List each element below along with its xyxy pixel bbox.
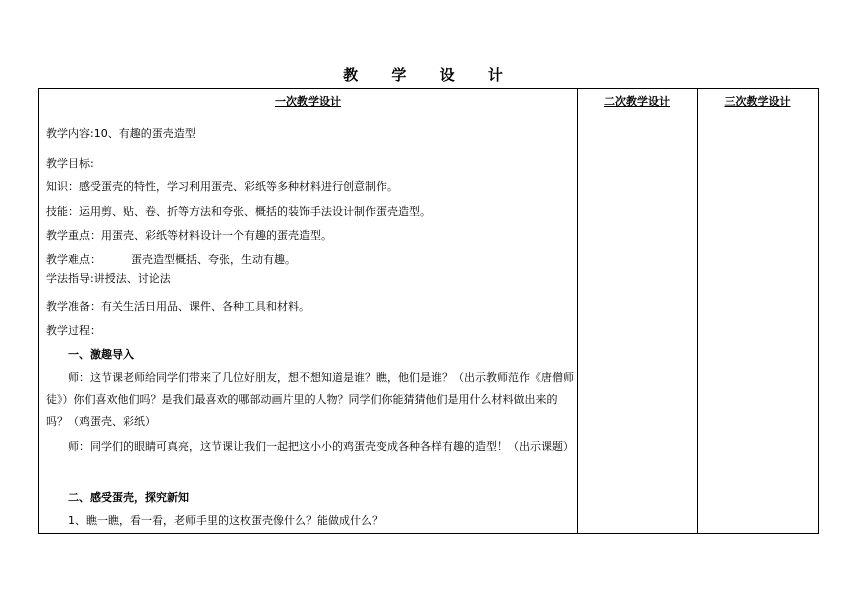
paragraph-1: 师：这节课老师给同学们带来了几位好朋友，想不想知道是谁？瞧，他们是谁？（出示教师范作《唐僧师徒》）你们喜欢他们吗？是我们最喜欢的哪部动画片里的人物？同学们你能猜猜他们是用什么材料做出来的吗？（鸡蛋壳、彩纸）	[46, 371, 574, 428]
key-point: 教学重点：用蛋壳、彩纸等材料设计一个有趣的蛋壳造型。	[46, 229, 332, 242]
page-title: 教 学 设 计	[343, 66, 517, 84]
difficulty-row	[46, 253, 576, 267]
third-design-header: 三次教学设计	[724, 95, 791, 108]
paragraph-2: 师：同学们的眼睛可真亮，这节课让我们一起把这小小的鸡蛋壳变成各种各样有趣的造型！（出示课题）	[68, 440, 574, 453]
skills-objective: 技能：运用剪、贴、卷、折等方法和夸张、概括的装饰手法设计制作蛋壳造型。	[46, 205, 431, 218]
difficulty-label: 教学难点：	[46, 253, 101, 266]
column-divider	[697, 89, 698, 533]
knowledge-objective: 知识：感受蛋壳的特性，学习利用蛋壳、彩纸等多种材料进行创意制作。	[46, 180, 398, 193]
question-1: 1、瞧一瞧，看一看，老师手里的这枚蛋壳像什么？能做成什么？	[68, 514, 383, 527]
difficulty-text: 蛋壳造型概括、夸张，生动有趣。	[131, 253, 296, 266]
preparation: 教学准备：有关生活日用品、课件、各种工具和材料。	[46, 300, 310, 313]
column-divider	[577, 89, 578, 533]
objectives-label: 教学目标:	[46, 157, 94, 170]
section-heading-1: 一、激趣导入	[68, 348, 134, 361]
second-design-header: 二次教学设计	[604, 95, 670, 108]
process-label: 教学过程：	[46, 324, 101, 337]
lesson-design-table	[38, 88, 819, 534]
method-guidance: 学法指导:讲授法、讨论法	[46, 272, 171, 285]
first-design-header: 一次教学设计	[275, 95, 341, 108]
section-heading-2: 二、感受蛋壳，探究新知	[68, 491, 189, 504]
lesson-content: 教学内容:10、有趣的蛋壳造型	[46, 127, 196, 140]
